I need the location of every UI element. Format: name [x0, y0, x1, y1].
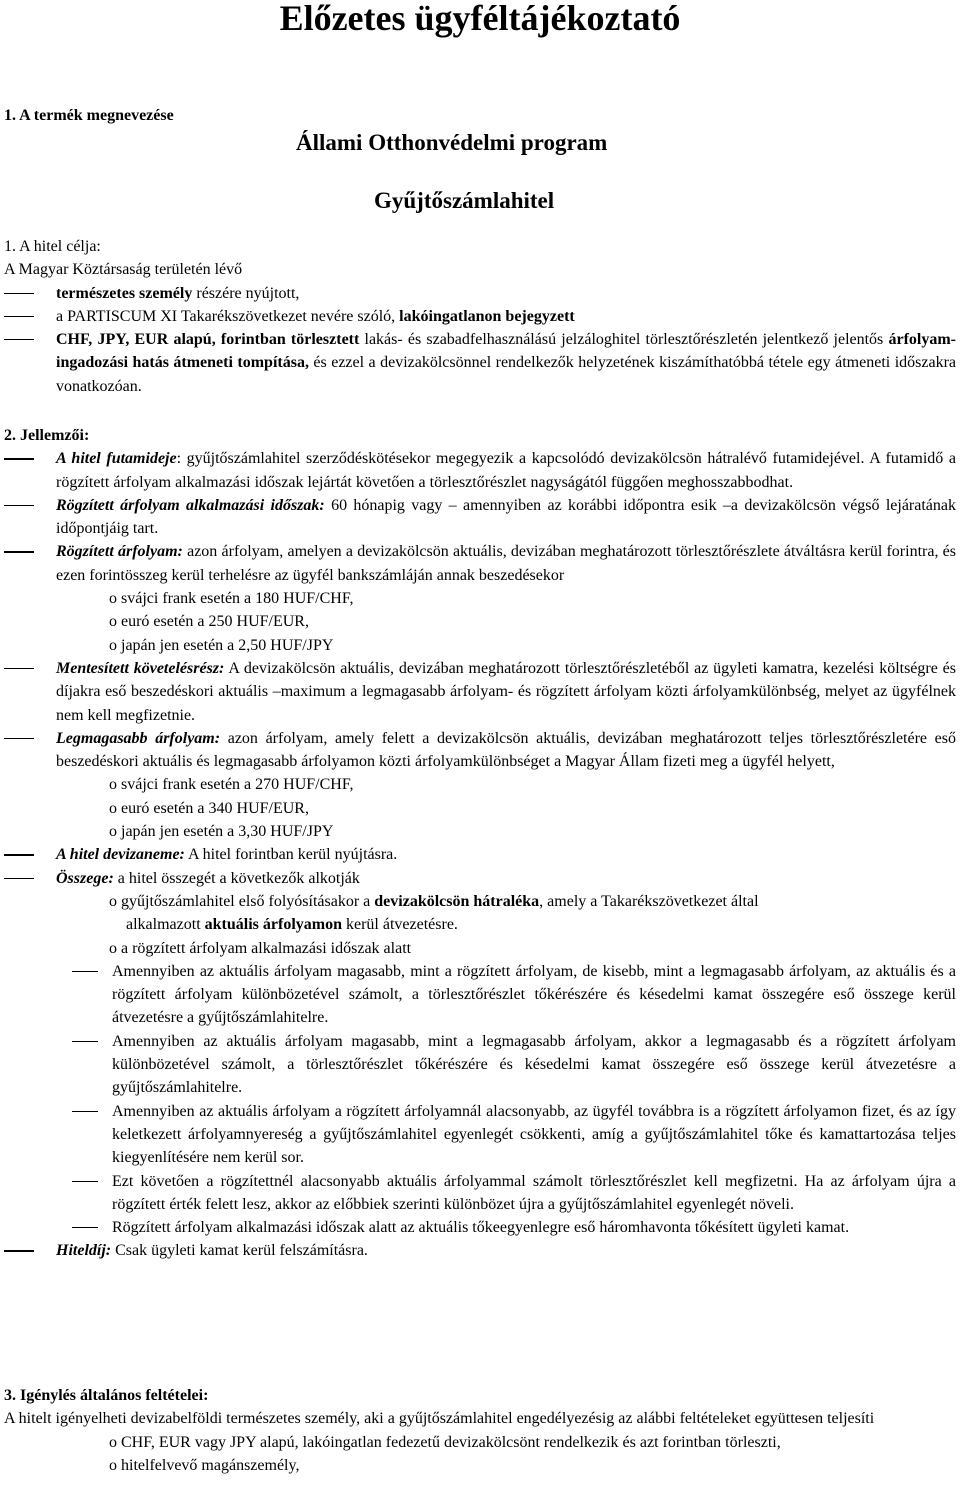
feature-currency: A hitel devizaneme: A hitel forintban kerül nyújtásra. — [4, 843, 956, 866]
feature-fixed-period: Rögzített árfolyam alkalmazási időszak: 60 hónapig vagy – amennyiben az korábbi időpontra esik –a devizakölcsön végső lejáratának időpontjáig tart. — [4, 494, 956, 541]
conditions-section — [4, 1384, 956, 1477]
purpose-heading: 1. A hitel célja: — [4, 238, 101, 255]
product-name: Állami Otthonvédelmi program — [296, 130, 608, 155]
fixed-rate-jpy: o japán jen esetén a 2,50 HUF/JPY — [109, 636, 334, 654]
conditions-heading: 3. Igénylés általános feltételei: — [4, 1387, 209, 1404]
feature-max-rate: Legmagasabb árfolyam: azon árfolyam, amely felett a devizakölcsön aktuális, devizában meghatározott teljes törlesztőrészletére eső beszedéskori aktuális és legmagasabb árfolyamon közti árfolyamkülönbséget a Magyar Állam fizeti meg a ügyfél helyett, — [4, 727, 956, 774]
feature-term: A hitel futamideje: gyűjtőszámlahitel szerződéskötésekor megegyezik a kapcsolódó devizakölcsön hátralévő futamidejével. A futamidő a rögzített árfolyam alkalmazási időszak lejártát követően a törlesztőrészlet nagyságától függően meghosszabbodhat. — [4, 447, 956, 494]
conditions-intro: A hitelt igényelheti devizabelföldi természetes személy, aki a gyűjtőszámlahitel engedélyezésig az alábbi feltételeket együttesen teljesíti — [4, 1410, 875, 1428]
amount-sub-1: Amennyiben az aktuális árfolyam magasabb, mint a rögzített árfolyam, de kisebb, mint a legmagasabb árfolyam, az aktuális és a rögzített árfolyam különbözetével számolt, a törlesztőrészlet tőkérészére és késedelmi kamat összegére eső összege kerül átvezetésre a gyűjtőszámlahitelre. — [4, 960, 956, 1030]
feature-amount: Összege: a hitel összegét a következők alkotják — [4, 867, 956, 890]
purpose-item-3: CHF, JPY, EUR alapú, forintban törlesztett lakás- és szabadfelhasználású jelzáloghitel törlesztőrészletén jelentkező jelentős árfolyam-ingadozási hatás átmeneti tompítása, és ezzel a devizakölcsönnel rendelkezők helyzetének kiszámíthatóbbá tétele egy átmeneti időszakra vonatkozóan. — [4, 328, 956, 398]
purpose-item-1: természetes személy részére nyújtott, — [4, 282, 956, 305]
amount-sub-5: Rögzített árfolyam alkalmazási időszak alatt az aktuális tőkeegyenlegre eső háromhavonta tőkésített ügyleti kamat. — [4, 1216, 956, 1239]
features-heading: 2. Jellemzői: — [4, 427, 90, 444]
purpose-intro: A Magyar Köztársaság területén lévő — [4, 261, 243, 279]
amount-sub-2: Amennyiben az aktuális árfolyam magasabb, mint a legmagasabb árfolyam, akkor a legmagasabb és a rögzített árfolyam különbözetével számolt, a törlesztőrészlet tőkérészére és késedelmi kamat összegére eső összege kerül átvezetésre a gyűjtőszámlahitelre. — [4, 1030, 956, 1100]
purpose-section — [4, 235, 956, 398]
feature-fee: Hiteldíj: Csak ügyleti kamat kerül felszámításra. — [4, 1239, 956, 1262]
features-section — [4, 424, 956, 1263]
amount-sub-3: Amennyiben az aktuális árfolyam a rögzített árfolyamnál alacsonyabb, az ügyfél továbbra is a rögzített árfolyamon fizet, és az így keletkezett árfolyamnyereség a gyűjtőszámlahitel egyenlegét csökkenti, amíg a gyűjtőszámlahitel tőke és kamattartozása teljes kiegyenlítésére nem kerül sor. — [4, 1100, 956, 1170]
fixed-rate-eur: o euró esetén a 250 HUF/EUR, — [109, 613, 309, 631]
amount-item-1: o gyűjtőszámlahitel első folyósításakor a devizakölcsön hátraléka, amely a Takarékszövetkezet által — [109, 892, 759, 910]
amount-item-1-cont: alkalmazott aktuális árfolyamon kerül átvezetésre. — [126, 916, 458, 934]
feature-fixed-rate: Rögzített árfolyam: azon árfolyam, amelyen a devizakölcsön aktuális, devizában meghatározott törlesztőrészlete átváltásra kerül forintra, és ezen forintösszeg kerül terhelésre az ügyfél bankszámláján annak beszedésekor — [4, 540, 956, 587]
condition-item-1: o CHF, EUR vagy JPY alapú, lakóingatlan fedezetű devizakölcsönt rendelkezik és azt forintban törleszti, — [109, 1433, 781, 1451]
max-rate-eur: o euró esetén a 340 HUF/EUR, — [109, 799, 309, 817]
amount-sub-4: Ezt követően a rögzítettnél alacsonyabb aktuális árfolyammal számolt törlesztőrészlet kell megfizetni. Ha az árfolyam újra a rögzített érték felett lesz, akkor az előbbiek szerinti különbözet újra a gyűjtőszámlahitel egyenlegét növeli. — [4, 1170, 956, 1217]
fixed-rate-chf: o svájci frank esetén a 180 HUF/CHF, — [109, 590, 354, 608]
document-title: Előzetes ügyféltájékoztató — [279, 0, 681, 38]
max-rate-chf: o svájci frank esetén a 270 HUF/CHF, — [109, 776, 354, 794]
condition-item-2: o hitelfelvevő magánszemély, — [109, 1456, 300, 1474]
purpose-item-2: a PARTISCUM XI Takarékszövetkezet nevére szóló, lakóingatlanon bejegyzett — [4, 305, 956, 328]
feature-exempt-claim: Mentesített követelésrész: A devizakölcsön aktuális, devizában meghatározott törlesztőrészletéből az ügyleti kamatra, kezelési költségre és díjakra eső beszedéskori aktuális –maximum a legmagasabb árfolyam- és rögzített árfolyam közti árfolyamkülönbség, melyet az ügyfélnek nem kell megfizetnie. — [4, 657, 956, 727]
product-subtitle: Gyűjtőszámlahitel — [374, 188, 555, 213]
amount-item-2: o a rögzített árfolyam alkalmazási időszak alatt — [109, 939, 412, 957]
section1-heading: 1. A termék megnevezése — [4, 107, 174, 124]
max-rate-jpy: o japán jen esetén a 3,30 HUF/JPY — [109, 823, 334, 841]
